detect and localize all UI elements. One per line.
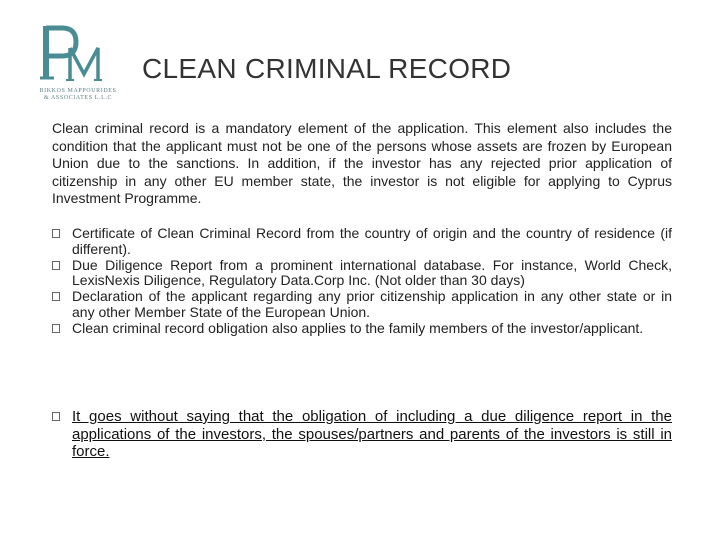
square-bullet-icon xyxy=(52,229,60,238)
list-item xyxy=(52,258,672,290)
slide-title: CLEAN CRIMINAL RECORD xyxy=(142,53,512,84)
square-bullet-icon xyxy=(52,261,60,270)
square-bullet-icon xyxy=(52,292,60,301)
requirements-list xyxy=(52,226,672,337)
list-item xyxy=(52,289,672,321)
pm-monogram-icon xyxy=(40,22,104,86)
intro-paragraph: Clean criminal record is a mandatory element of the application. This element also includes the condition that the applicant must not be one of the persons whose assets are frozen by European Union due to the sanctions. In addition, if the investor has any rejected prior application of citizenship in any other EU member state, the investor is not eligible for applying to Cyprus Investment Programme. xyxy=(52,120,672,206)
list-item xyxy=(52,321,672,337)
list-item-text: Certificate of Clean Criminal Record from the country of origin and the country of residence (if different). xyxy=(72,225,672,257)
logo-caption-line-1: BIKKOS MAPPOURIDES xyxy=(39,88,117,94)
square-bullet-icon xyxy=(52,412,60,421)
square-bullet-icon xyxy=(52,324,60,333)
note-text: It goes without saying that the obligation of including a due diligence report in the applications of the investors, the spouses/partners and parents of the investors is still in force. xyxy=(72,408,672,460)
due-diligence-note xyxy=(52,408,672,461)
list-item xyxy=(52,226,672,258)
logo-caption-line-2: & ASSOCIATES L.L.C xyxy=(43,95,113,101)
list-item-text: Due Diligence Report from a prominent international database. For instance, World Check, LexisNexis Diligence, Regulatory Data.Corp Inc. (Not older than 30 days) xyxy=(72,256,672,289)
logo-caption xyxy=(22,88,134,102)
list-item-text: Declaration of the applicant regarding any prior citizenship application in any other state or in any other Member State of the European Union. xyxy=(72,288,672,320)
list-item-text: Clean criminal record obligation also applies to the family members of the investor/applicant. xyxy=(72,319,644,336)
company-logo xyxy=(18,18,138,102)
